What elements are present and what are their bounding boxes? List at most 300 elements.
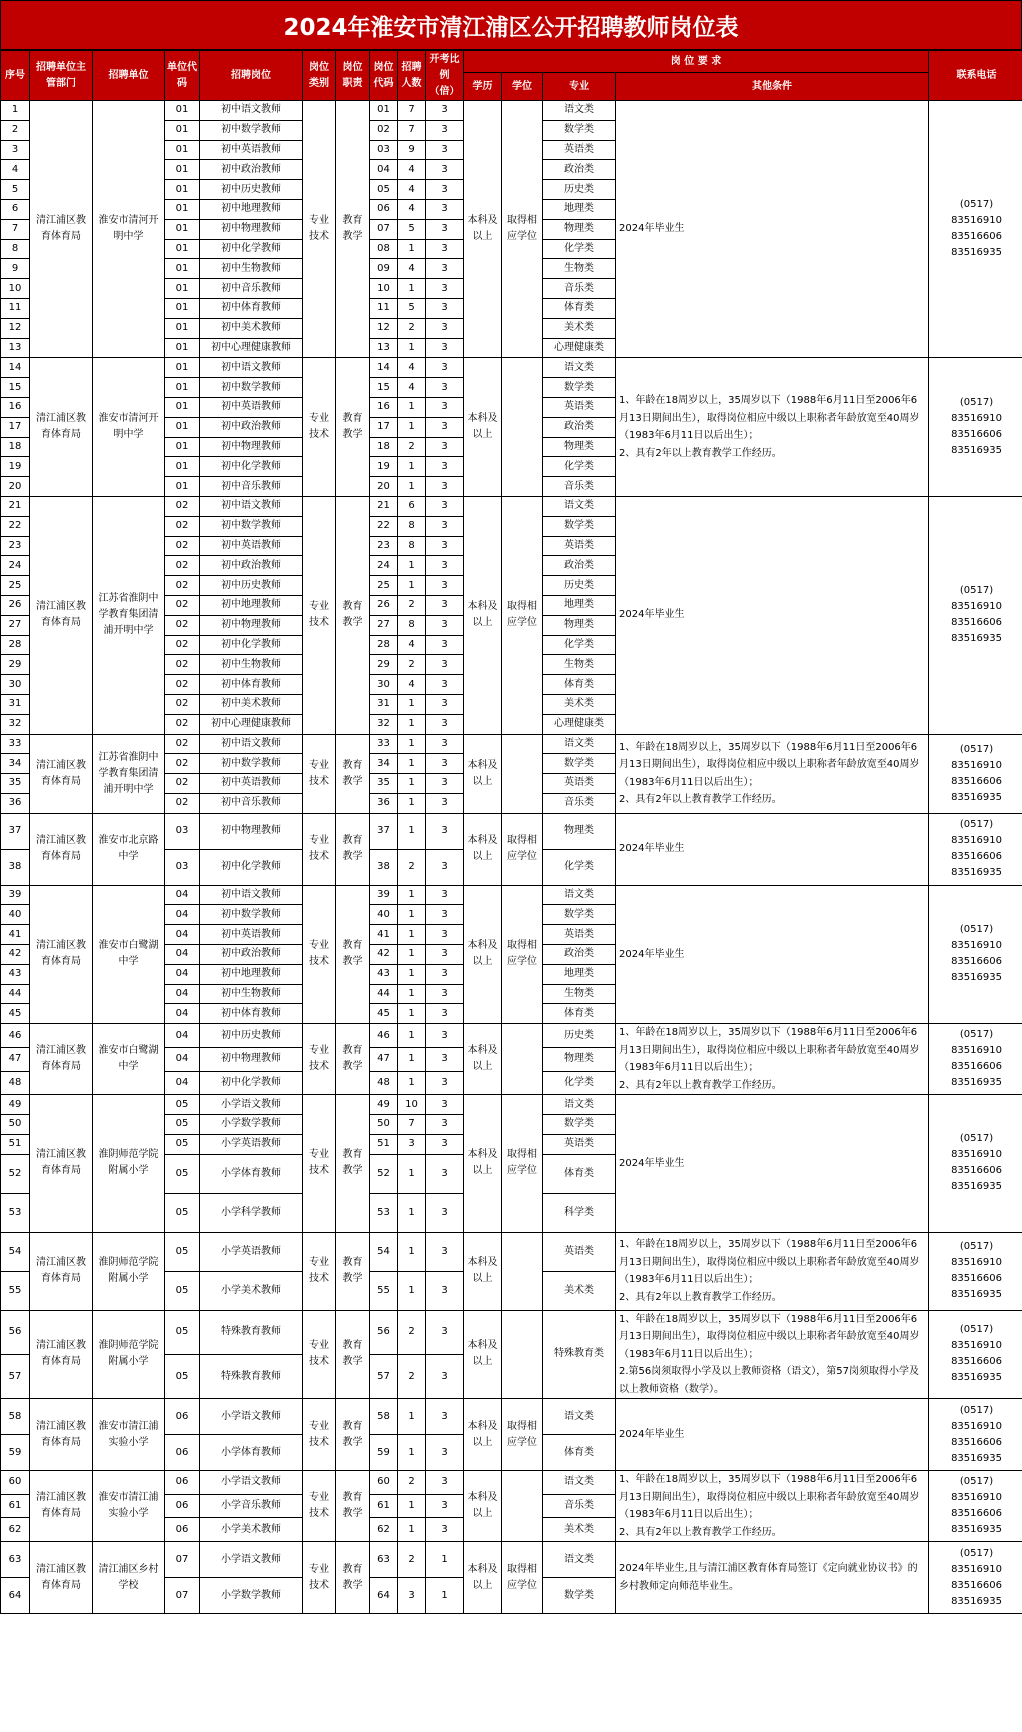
phone-line: 83516606 xyxy=(951,231,1002,243)
ratio-cell: 3 xyxy=(426,259,464,279)
ratio-cell: 3 xyxy=(426,140,464,160)
unit-code-cell: 06 xyxy=(165,1518,200,1542)
post-code-cell: 03 xyxy=(370,140,398,160)
degree-cell xyxy=(502,734,543,813)
edu-cell: 本科及以上 xyxy=(464,496,502,734)
post-cell: 初中体育教师 xyxy=(200,1004,303,1024)
major-cell: 心理健康类 xyxy=(543,714,616,734)
phone-line: (0517) xyxy=(959,1324,994,1336)
ratio-cell: 3 xyxy=(426,1310,464,1354)
degree-cell: 取得相应学位 xyxy=(502,1095,543,1232)
phone-line: 83516935 xyxy=(951,867,1002,879)
major-cell: 心理健康类 xyxy=(543,338,616,358)
seq-cell: 56 xyxy=(1,1310,30,1354)
post-cell: 小学数学教师 xyxy=(200,1578,303,1614)
count-cell: 6 xyxy=(398,496,426,516)
edu-cell: 本科及以上 xyxy=(464,813,502,885)
table-row xyxy=(1,1024,1022,1048)
count-cell: 1 xyxy=(398,556,426,576)
count-cell: 10 xyxy=(398,1095,426,1115)
seq-cell: 57 xyxy=(1,1354,30,1398)
count-cell: 4 xyxy=(398,180,426,200)
post-cell: 初中美术教师 xyxy=(200,318,303,338)
post-code-cell: 58 xyxy=(370,1399,398,1435)
post-code-cell: 12 xyxy=(370,318,398,338)
seq-cell: 45 xyxy=(1,1004,30,1024)
unit-code-cell: 01 xyxy=(165,417,200,437)
post-code-cell: 14 xyxy=(370,358,398,378)
count-cell: 1 xyxy=(398,397,426,417)
phone-line: 83516606 xyxy=(951,429,1002,441)
edu-cell: 本科及以上 xyxy=(464,358,502,497)
unit-code-cell: 07 xyxy=(165,1542,200,1578)
other-cell: 1、年龄在18周岁以上，35周岁以下（1988年6月11日至2006年6月13日期间出生），取得岗位相应中级以上职称者年龄放宽至40周岁（1983年6月11日以后出生）； 2、具有2年以上教育教学工作经历。 xyxy=(616,1232,929,1310)
ratio-cell: 3 xyxy=(426,1494,464,1518)
unit-cell: 淮安市清江浦实验小学 xyxy=(93,1399,165,1471)
post-code-cell: 34 xyxy=(370,754,398,774)
major-cell: 美术类 xyxy=(543,318,616,338)
post-type-cell: 专业技术 xyxy=(303,358,336,497)
recruitment-table xyxy=(0,50,1022,1614)
unit-code-cell: 01 xyxy=(165,437,200,457)
ratio-cell: 3 xyxy=(426,437,464,457)
count-cell: 7 xyxy=(398,120,426,140)
post-code-cell: 50 xyxy=(370,1115,398,1135)
seq-cell: 42 xyxy=(1,945,30,965)
major-cell: 美术类 xyxy=(543,694,616,714)
seq-cell: 60 xyxy=(1,1471,30,1495)
post-code-cell: 63 xyxy=(370,1542,398,1578)
edu-cell: 本科及以上 xyxy=(464,734,502,813)
post-code-cell: 11 xyxy=(370,298,398,318)
seq-cell: 17 xyxy=(1,417,30,437)
post-code-cell: 51 xyxy=(370,1134,398,1154)
unit-code-cell: 01 xyxy=(165,239,200,259)
post-cell: 初中心理健康教师 xyxy=(200,338,303,358)
ratio-cell: 3 xyxy=(426,905,464,925)
major-cell: 英语类 xyxy=(543,1232,616,1271)
seq-cell: 15 xyxy=(1,378,30,398)
major-cell: 数学类 xyxy=(543,754,616,774)
post-cell: 初中生物教师 xyxy=(200,259,303,279)
major-cell: 英语类 xyxy=(543,397,616,417)
post-code-cell: 59 xyxy=(370,1435,398,1471)
major-cell: 语文类 xyxy=(543,1471,616,1495)
ratio-cell: 3 xyxy=(426,417,464,437)
ratio-cell: 3 xyxy=(426,984,464,1004)
count-cell: 9 xyxy=(398,140,426,160)
seq-cell: 20 xyxy=(1,477,30,497)
post-code-cell: 30 xyxy=(370,675,398,695)
major-cell: 物理类 xyxy=(543,437,616,457)
phone-line: 83516606 xyxy=(951,1273,1002,1285)
table-row xyxy=(1,1310,1022,1354)
major-cell: 体育类 xyxy=(543,1004,616,1024)
post-code-cell: 56 xyxy=(370,1310,398,1354)
ratio-cell: 3 xyxy=(426,734,464,754)
seq-cell: 30 xyxy=(1,675,30,695)
edu-cell: 本科及以上 xyxy=(464,1024,502,1095)
post-cell: 小学美术教师 xyxy=(200,1271,303,1310)
table-row xyxy=(1,885,1022,905)
post-code-cell: 53 xyxy=(370,1193,398,1232)
unit-cell: 淮安市北京路中学 xyxy=(93,813,165,885)
seq-cell: 7 xyxy=(1,219,30,239)
post-code-cell: 36 xyxy=(370,793,398,813)
unit-code-cell: 01 xyxy=(165,358,200,378)
major-cell: 科学类 xyxy=(543,1193,616,1232)
phone-line: (0517) xyxy=(959,199,994,211)
phone-line: 83516935 xyxy=(951,972,1002,984)
post-code-cell: 38 xyxy=(370,849,398,885)
header-post-code: 岗位代码 xyxy=(370,51,398,101)
ratio-cell: 3 xyxy=(426,576,464,596)
post-type-cell: 专业技术 xyxy=(303,1399,336,1471)
phone-line: (0517) xyxy=(959,1133,994,1145)
post-cell: 初中历史教师 xyxy=(200,576,303,596)
ratio-cell: 3 xyxy=(426,1095,464,1115)
ratio-cell: 3 xyxy=(426,1518,464,1542)
post-cell: 初中数学教师 xyxy=(200,905,303,925)
table-body xyxy=(1,101,1022,1614)
unit-cell: 淮阴师范学院附属小学 xyxy=(93,1310,165,1399)
post-cell: 初中物理教师 xyxy=(200,813,303,849)
post-cell: 小学语文教师 xyxy=(200,1095,303,1115)
post-type-cell: 专业技术 xyxy=(303,1095,336,1232)
post-cell: 初中地理教师 xyxy=(200,199,303,219)
post-code-cell: 52 xyxy=(370,1154,398,1193)
post-cell: 初中物理教师 xyxy=(200,1047,303,1071)
major-cell: 体育类 xyxy=(543,298,616,318)
unit-code-cell: 01 xyxy=(165,397,200,417)
unit-code-cell: 04 xyxy=(165,984,200,1004)
unit-code-cell: 05 xyxy=(165,1154,200,1193)
unit-cell: 清江浦区乡村学校 xyxy=(93,1542,165,1614)
post-cell: 初中政治教师 xyxy=(200,160,303,180)
table-row xyxy=(1,101,1022,121)
post-code-cell: 47 xyxy=(370,1047,398,1071)
ratio-cell: 3 xyxy=(426,964,464,984)
seq-cell: 8 xyxy=(1,239,30,259)
post-type-cell: 专业技术 xyxy=(303,101,336,358)
table-header xyxy=(1,51,1022,101)
seq-cell: 41 xyxy=(1,925,30,945)
post-type-cell: 专业技术 xyxy=(303,496,336,734)
count-cell: 1 xyxy=(398,885,426,905)
major-cell: 地理类 xyxy=(543,964,616,984)
seq-cell: 46 xyxy=(1,1024,30,1048)
post-code-cell: 05 xyxy=(370,180,398,200)
phone-line: 83516606 xyxy=(951,1165,1002,1177)
unit-code-cell: 04 xyxy=(165,1047,200,1071)
post-code-cell: 22 xyxy=(370,516,398,536)
post-duty-cell: 教育教学 xyxy=(336,1542,370,1614)
seq-cell: 63 xyxy=(1,1542,30,1578)
seq-cell: 22 xyxy=(1,516,30,536)
post-code-cell: 48 xyxy=(370,1071,398,1095)
count-cell: 3 xyxy=(398,1578,426,1614)
other-cell: 1、年龄在18周岁以上，35周岁以下（1988年6月11日至2006年6月13日期间出生），取得岗位相应中级以上职称者年龄放宽至40周岁（1983年6月11日以后出生）； 2、具有2年以上教育教学工作经历。 xyxy=(616,1024,929,1095)
unit-code-cell: 02 xyxy=(165,675,200,695)
post-cell: 初中数学教师 xyxy=(200,120,303,140)
major-cell: 英语类 xyxy=(543,774,616,794)
phone-line: 83516910 xyxy=(951,215,1002,227)
seq-cell: 13 xyxy=(1,338,30,358)
post-cell: 初中历史教师 xyxy=(200,180,303,200)
dept-cell: 清江浦区教育体育局 xyxy=(30,1310,93,1399)
post-cell: 初中语文教师 xyxy=(200,496,303,516)
seq-cell: 18 xyxy=(1,437,30,457)
phone-cell xyxy=(929,1024,1022,1095)
post-type-cell: 专业技术 xyxy=(303,1232,336,1310)
seq-cell: 36 xyxy=(1,793,30,813)
unit-code-cell: 02 xyxy=(165,774,200,794)
phone-cell xyxy=(929,101,1022,358)
major-cell: 数学类 xyxy=(543,1578,616,1614)
phone-line: 83516935 xyxy=(951,1452,1002,1464)
seq-cell: 24 xyxy=(1,556,30,576)
ratio-cell: 1 xyxy=(426,1578,464,1614)
post-code-cell: 18 xyxy=(370,437,398,457)
phone-line: 83516910 xyxy=(951,413,1002,425)
seq-cell: 61 xyxy=(1,1494,30,1518)
seq-cell: 10 xyxy=(1,279,30,299)
count-cell: 2 xyxy=(398,655,426,675)
phone-line: 83516935 xyxy=(951,1524,1002,1536)
post-cell: 初中心理健康教师 xyxy=(200,714,303,734)
table-row xyxy=(1,1471,1022,1495)
ratio-cell: 3 xyxy=(426,1399,464,1435)
seq-cell: 23 xyxy=(1,536,30,556)
post-code-cell: 31 xyxy=(370,694,398,714)
header-count: 招聘人数 xyxy=(398,51,426,101)
major-cell: 化学类 xyxy=(543,849,616,885)
post-type-cell: 专业技术 xyxy=(303,813,336,885)
ratio-cell: 3 xyxy=(426,496,464,516)
unit-code-cell: 01 xyxy=(165,279,200,299)
post-type-cell: 专业技术 xyxy=(303,1310,336,1399)
degree-cell xyxy=(502,1471,543,1542)
edu-cell: 本科及以上 xyxy=(464,1542,502,1614)
major-cell: 美术类 xyxy=(543,1271,616,1310)
post-type-cell: 专业技术 xyxy=(303,1024,336,1095)
ratio-cell: 3 xyxy=(426,160,464,180)
post-code-cell: 64 xyxy=(370,1578,398,1614)
degree-cell xyxy=(502,1024,543,1095)
seq-cell: 26 xyxy=(1,595,30,615)
count-cell: 2 xyxy=(398,1542,426,1578)
post-code-cell: 62 xyxy=(370,1518,398,1542)
degree-cell: 取得相应学位 xyxy=(502,885,543,1024)
ratio-cell: 3 xyxy=(426,655,464,675)
major-cell: 化学类 xyxy=(543,1071,616,1095)
post-cell: 初中英语教师 xyxy=(200,397,303,417)
seq-cell: 11 xyxy=(1,298,30,318)
major-cell: 生物类 xyxy=(543,655,616,675)
post-cell: 初中政治教师 xyxy=(200,945,303,965)
unit-cell: 江苏省淮阴中学教育集团清浦开明中学 xyxy=(93,734,165,813)
dept-cell: 清江浦区教育体育局 xyxy=(30,1471,93,1542)
major-cell: 英语类 xyxy=(543,536,616,556)
phone-line: 83516606 xyxy=(951,851,1002,863)
seq-cell: 39 xyxy=(1,885,30,905)
unit-cell: 淮安市清江浦实验小学 xyxy=(93,1471,165,1542)
count-cell: 1 xyxy=(398,694,426,714)
seq-cell: 28 xyxy=(1,635,30,655)
post-code-cell: 04 xyxy=(370,160,398,180)
header-post-duty: 岗位职责 xyxy=(336,51,370,101)
phone-line: (0517) xyxy=(959,1476,994,1488)
post-cell: 初中化学教师 xyxy=(200,635,303,655)
unit-cell: 淮安市清河开明中学 xyxy=(93,358,165,497)
edu-cell: 本科及以上 xyxy=(464,885,502,1024)
seq-cell: 16 xyxy=(1,397,30,417)
ratio-cell: 3 xyxy=(426,180,464,200)
dept-cell: 清江浦区教育体育局 xyxy=(30,358,93,497)
post-cell: 初中政治教师 xyxy=(200,556,303,576)
other-cell: 2024年毕业生 xyxy=(616,813,929,885)
phone-cell xyxy=(929,496,1022,734)
seq-cell: 54 xyxy=(1,1232,30,1271)
count-cell: 4 xyxy=(398,259,426,279)
phone-cell xyxy=(929,1399,1022,1471)
seq-cell: 32 xyxy=(1,714,30,734)
unit-code-cell: 02 xyxy=(165,516,200,536)
phone-line: 83516910 xyxy=(951,835,1002,847)
ratio-cell: 3 xyxy=(426,1071,464,1095)
post-duty-cell: 教育教学 xyxy=(336,1471,370,1542)
post-duty-cell: 教育教学 xyxy=(336,1024,370,1095)
table-row xyxy=(1,734,1022,754)
post-cell: 小学体育教师 xyxy=(200,1154,303,1193)
seq-cell: 49 xyxy=(1,1095,30,1115)
unit-cell: 淮安市白鹭湖中学 xyxy=(93,885,165,1024)
dept-cell: 清江浦区教育体育局 xyxy=(30,1542,93,1614)
other-cell: 1、年龄在18周岁以上，35周岁以下（1988年6月11日至2006年6月13日期间出生），取得岗位相应中级以上职称者年龄放宽至40周岁（1983年6月11日以后出生）； 2、具有2年以上教育教学工作经历。 xyxy=(616,734,929,813)
major-cell: 物理类 xyxy=(543,615,616,635)
phone-cell xyxy=(929,1471,1022,1542)
major-cell: 英语类 xyxy=(543,140,616,160)
count-cell: 1 xyxy=(398,338,426,358)
header-post: 招聘岗位 xyxy=(200,51,303,101)
seq-cell: 33 xyxy=(1,734,30,754)
post-cell: 初中数学教师 xyxy=(200,378,303,398)
seq-cell: 55 xyxy=(1,1271,30,1310)
post-code-cell: 19 xyxy=(370,457,398,477)
phone-cell xyxy=(929,885,1022,1024)
post-code-cell: 23 xyxy=(370,536,398,556)
post-cell: 特殊教育教师 xyxy=(200,1310,303,1354)
unit-code-cell: 06 xyxy=(165,1399,200,1435)
post-code-cell: 06 xyxy=(370,199,398,219)
seq-cell: 48 xyxy=(1,1071,30,1095)
post-cell: 初中音乐教师 xyxy=(200,793,303,813)
post-duty-cell: 教育教学 xyxy=(336,734,370,813)
major-cell: 生物类 xyxy=(543,984,616,1004)
post-code-cell: 26 xyxy=(370,595,398,615)
ratio-cell: 3 xyxy=(426,338,464,358)
phone-cell xyxy=(929,1542,1022,1614)
count-cell: 1 xyxy=(398,945,426,965)
phone-line: 83516910 xyxy=(951,1340,1002,1352)
phone-line: (0517) xyxy=(959,1404,994,1416)
ratio-cell: 3 xyxy=(426,358,464,378)
post-code-cell: 33 xyxy=(370,734,398,754)
unit-code-cell: 02 xyxy=(165,635,200,655)
other-cell: 2024年毕业生,且与清江浦区教育体育局签订《定向就业协议书》的乡村教师定向师范毕业生。 xyxy=(616,1542,929,1614)
post-cell: 小学语文教师 xyxy=(200,1471,303,1495)
unit-code-cell: 05 xyxy=(165,1193,200,1232)
count-cell: 1 xyxy=(398,1271,426,1310)
count-cell: 1 xyxy=(398,734,426,754)
phone-line: 83516910 xyxy=(951,1149,1002,1161)
count-cell: 1 xyxy=(398,793,426,813)
phone-line: 83516606 xyxy=(951,1436,1002,1448)
phone-line: 83516910 xyxy=(951,1492,1002,1504)
post-duty-cell: 教育教学 xyxy=(336,1095,370,1232)
post-cell: 初中生物教师 xyxy=(200,984,303,1004)
unit-code-cell: 01 xyxy=(165,101,200,121)
ratio-cell: 3 xyxy=(426,397,464,417)
post-cell: 初中英语教师 xyxy=(200,774,303,794)
count-cell: 7 xyxy=(398,1115,426,1135)
post-cell: 初中语文教师 xyxy=(200,358,303,378)
header-dept: 招聘单位主管部门 xyxy=(30,51,93,101)
unit-code-cell: 03 xyxy=(165,813,200,849)
count-cell: 5 xyxy=(398,219,426,239)
unit-code-cell: 04 xyxy=(165,905,200,925)
phone-line: (0517) xyxy=(959,1547,994,1559)
phone-cell xyxy=(929,813,1022,885)
unit-code-cell: 03 xyxy=(165,849,200,885)
other-cell: 2024年毕业生 xyxy=(616,1095,929,1232)
seq-cell: 27 xyxy=(1,615,30,635)
post-type-cell: 专业技术 xyxy=(303,1471,336,1542)
dept-cell: 清江浦区教育体育局 xyxy=(30,496,93,734)
post-duty-cell: 教育教学 xyxy=(336,358,370,497)
ratio-cell: 3 xyxy=(426,219,464,239)
unit-code-cell: 05 xyxy=(165,1310,200,1354)
count-cell: 5 xyxy=(398,298,426,318)
unit-code-cell: 01 xyxy=(165,378,200,398)
major-cell: 化学类 xyxy=(543,239,616,259)
major-cell: 物理类 xyxy=(543,219,616,239)
post-code-cell: 02 xyxy=(370,120,398,140)
post-code-cell: 25 xyxy=(370,576,398,596)
count-cell: 2 xyxy=(398,437,426,457)
header-requirements: 岗 位 要 求 xyxy=(464,51,929,73)
seq-cell: 35 xyxy=(1,774,30,794)
unit-cell: 江苏省淮阴中学教育集团清浦开明中学 xyxy=(93,496,165,734)
ratio-cell: 3 xyxy=(426,675,464,695)
header-post-type: 岗位类别 xyxy=(303,51,336,101)
count-cell: 1 xyxy=(398,714,426,734)
post-cell: 初中化学教师 xyxy=(200,849,303,885)
major-cell: 化学类 xyxy=(543,635,616,655)
count-cell: 2 xyxy=(398,595,426,615)
ratio-cell: 3 xyxy=(426,885,464,905)
phone-line: 83516910 xyxy=(951,1563,1002,1575)
post-cell: 初中政治教师 xyxy=(200,417,303,437)
seq-cell: 38 xyxy=(1,849,30,885)
count-cell: 1 xyxy=(398,813,426,849)
post-cell: 初中音乐教师 xyxy=(200,279,303,299)
count-cell: 8 xyxy=(398,536,426,556)
post-code-cell: 54 xyxy=(370,1232,398,1271)
post-cell: 小学英语教师 xyxy=(200,1232,303,1271)
phone-line: 83516935 xyxy=(951,633,1002,645)
post-code-cell: 60 xyxy=(370,1471,398,1495)
